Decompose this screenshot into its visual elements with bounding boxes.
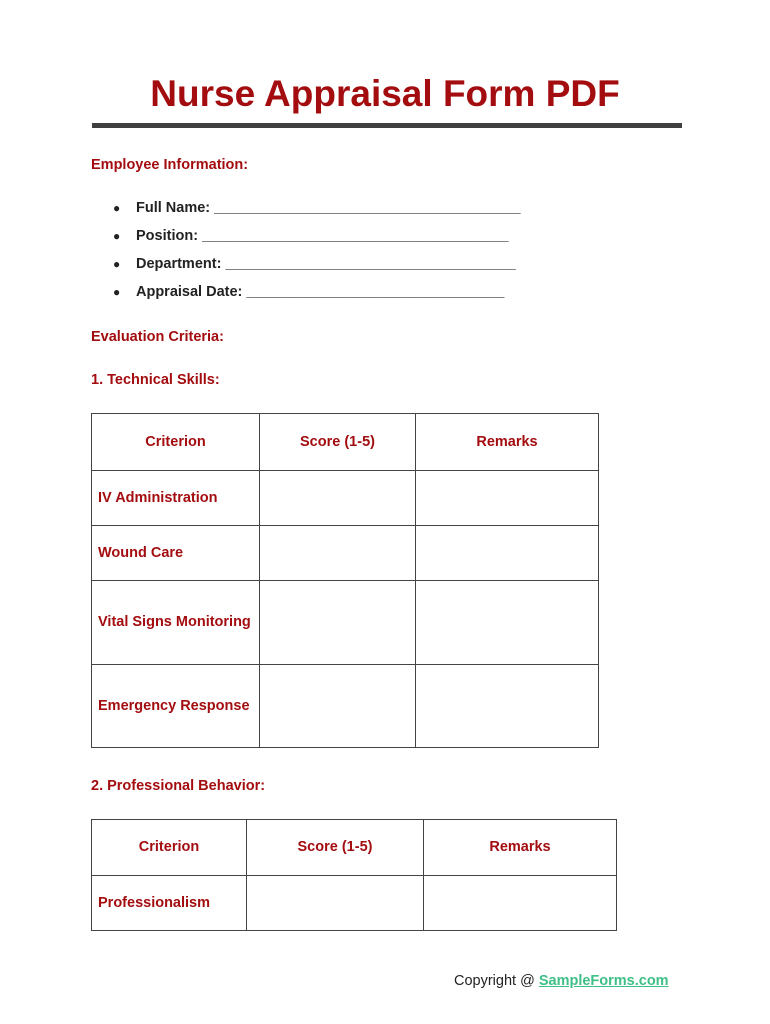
remarks-cell[interactable]: [416, 581, 599, 665]
field-label: Position:: [136, 228, 199, 244]
professional-behavior-table: [91, 819, 617, 931]
bullet-icon: ●: [113, 229, 121, 243]
page-title: Nurse Appraisal Form PDF: [150, 73, 620, 114]
column-header: Remarks: [416, 414, 599, 471]
field-label: Department:: [136, 256, 222, 272]
column-header: Remarks: [424, 820, 617, 876]
brand-link[interactable]: SampleForms.com: [538, 973, 669, 989]
professional-behavior-heading: 2. Professional Behavior:: [91, 778, 266, 794]
title-divider: [92, 123, 682, 128]
position-blank[interactable]: ______________________________________: [202, 228, 509, 244]
field-label: Appraisal Date:: [136, 284, 243, 300]
table-header-row: [92, 820, 617, 876]
table-row: [92, 581, 599, 665]
column-header: Score (1-5): [260, 414, 416, 471]
field-label: Full Name:: [136, 200, 211, 216]
remarks-cell[interactable]: [424, 876, 617, 931]
criterion-cell: Wound Care: [92, 526, 260, 581]
table-row: [92, 665, 599, 748]
table-row: [92, 876, 617, 931]
list-item-position: [91, 227, 521, 255]
remarks-cell[interactable]: [416, 665, 599, 748]
list-item-full-name: [91, 199, 521, 227]
evaluation-heading: Evaluation Criteria:: [91, 329, 224, 345]
employee-info-heading: Employee Information:: [91, 157, 249, 173]
criterion-cell: Professionalism: [92, 876, 247, 931]
list-item-appraisal-date: [91, 283, 521, 311]
criterion-cell: IV Administration: [92, 471, 260, 526]
column-header: Criterion: [92, 414, 260, 471]
criterion-cell: Emergency Response: [92, 665, 260, 748]
score-cell[interactable]: [260, 526, 416, 581]
list-item-department: [91, 255, 521, 283]
technical-skills-table: [91, 413, 599, 748]
column-header: Criterion: [92, 820, 247, 876]
bullet-icon: ●: [113, 201, 121, 215]
score-cell[interactable]: [260, 665, 416, 748]
score-cell[interactable]: [260, 581, 416, 665]
copyright-footer: [454, 973, 669, 989]
table-header-row: [92, 414, 599, 471]
remarks-cell[interactable]: [416, 471, 599, 526]
bullet-icon: ●: [113, 285, 121, 299]
score-cell[interactable]: [247, 876, 424, 931]
employee-info-list: [91, 199, 521, 311]
bullet-icon: ●: [113, 257, 121, 271]
copyright-text: Copyright @: [454, 973, 539, 989]
column-header: Score (1-5): [247, 820, 424, 876]
score-cell[interactable]: [260, 471, 416, 526]
remarks-cell[interactable]: [416, 526, 599, 581]
technical-skills-heading: 1. Technical Skills:: [91, 372, 220, 388]
table-row: [92, 526, 599, 581]
department-blank[interactable]: ____________________________________: [225, 256, 516, 272]
table-row: [92, 471, 599, 526]
appraisal-date-blank[interactable]: ________________________________: [246, 284, 505, 300]
full-name-blank[interactable]: ______________________________________: [214, 200, 521, 216]
criterion-cell: Vital Signs Monitoring: [92, 581, 260, 665]
